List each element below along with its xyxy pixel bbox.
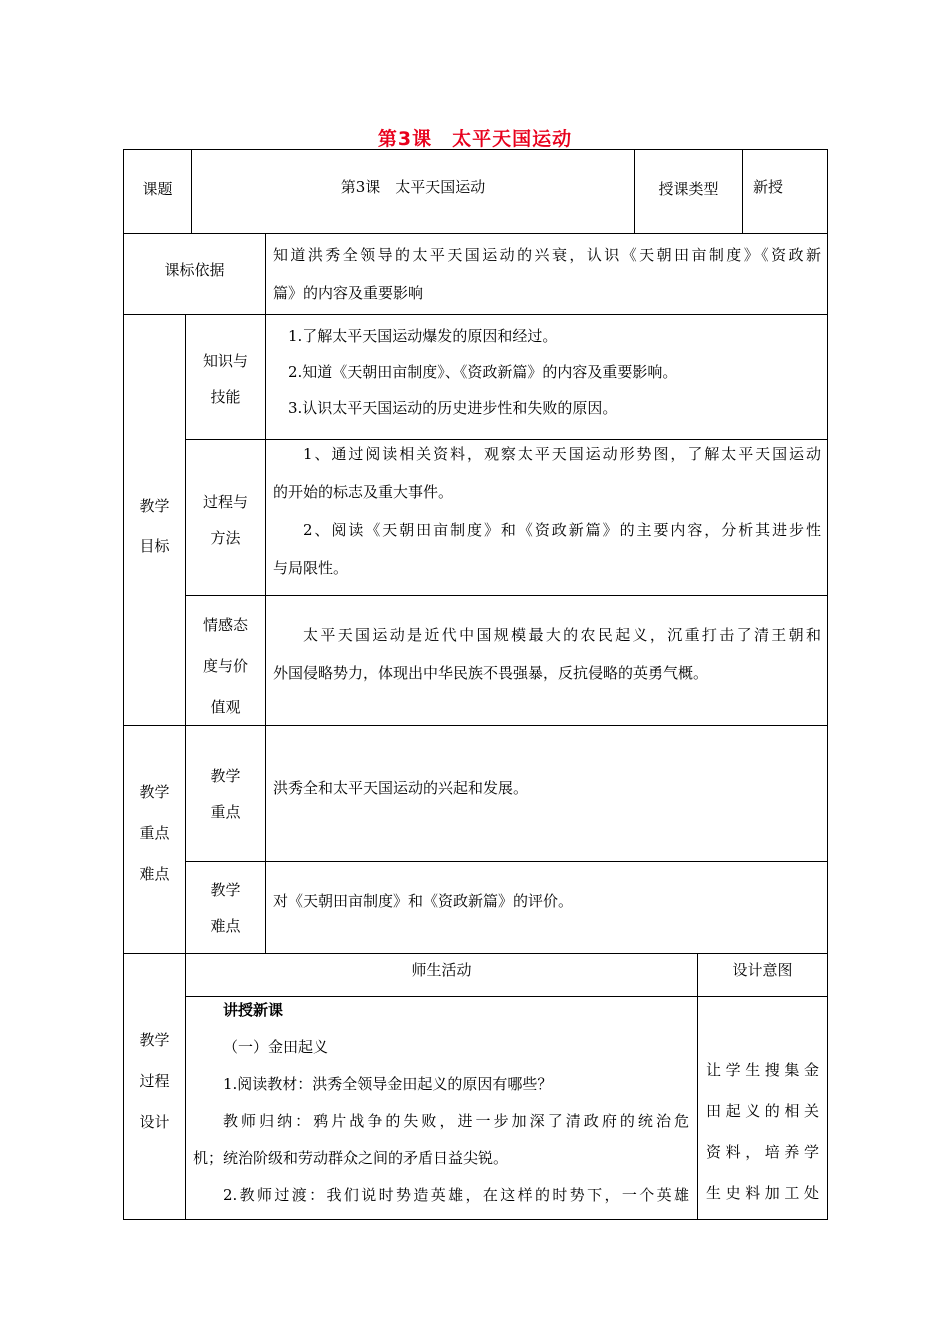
- focus-label: 教学 重点: [210, 767, 241, 821]
- intent-content: 让学生搜集金 田起义的相关 资料，培养学 生史料加工处: [706, 1061, 819, 1202]
- difficulty-text: 对《天朝田亩制度》和《资政新篇》的评价。: [273, 892, 574, 910]
- standards-text: 知道洪秀全领导的太平天国运动的兴衰，认识《天朝田亩制度》《资政新 篇》的内容及重要影响: [273, 246, 821, 302]
- lesson-type-label: 授课类型: [658, 180, 719, 198]
- list-item: 3.认识太平天国运动的历史进步性和失败的原因。: [288, 399, 618, 417]
- focus-text: 洪秀全和太平天国运动的兴起和发展。: [273, 779, 529, 797]
- key-points-group-label: 教学 重点 难点: [139, 783, 170, 883]
- difficulty-label: 教学 难点: [210, 881, 241, 935]
- section-heading: 讲授新课: [223, 1001, 284, 1019]
- process-method-text: 1、通过阅读相关资料，观察太平天国运动形势图，了解太平天国运动 的开始的标志及重大事件。 2、阅读《天朝田亩制度》和《资政新篇》的主要内容，分析其进步性 与局限性。: [273, 445, 821, 577]
- list-item: 1.了解太平天国运动爆发的原因和经过。: [288, 327, 558, 345]
- column-header-intent: 设计意图: [732, 961, 793, 979]
- emotion-text: 太平天国运动是近代中国规模最大的农民起义，沉重打击了清王朝和 外国侵略势力，体现出中华民族不畏强暴，反抗侵略的英勇气概。: [273, 626, 821, 682]
- emotion-label: 情感态 度与价 值观: [202, 616, 248, 716]
- column-header-activity: 师生活动: [411, 961, 472, 979]
- activity-content: 讲授新课 （一）金田起义 1.阅读教材：洪秀全领导金田起义的原因有哪些？ 教师归纳：鸦片战争的失败，进一步加深了清政府的统治危 机；统治阶级和劳动群众之间的矛盾日益尖锐。 2.教师过渡：我们说时势造英雄，在这样的时势下，一个英雄: [193, 992, 689, 1214]
- topic-label: 课题: [142, 180, 173, 198]
- page-title: 第3课 太平天国运动: [377, 128, 573, 150]
- process-method-label: 过程与 方法: [202, 493, 248, 547]
- standards-label: 课标依据: [164, 261, 225, 279]
- knowledge-list: [288, 318, 822, 426]
- list-item: 2.知道《天朝田亩制度》、《资政新篇》的内容及重要影响。: [288, 363, 678, 381]
- objectives-group-label: 教学 目标: [139, 497, 170, 555]
- topic-value: 第3课 太平天国运动: [340, 178, 486, 196]
- lesson-type-value: 新授: [753, 178, 784, 196]
- knowledge-label: 知识与 技能: [202, 352, 248, 406]
- process-design-group-label: 教学 过程 设计: [139, 1031, 170, 1131]
